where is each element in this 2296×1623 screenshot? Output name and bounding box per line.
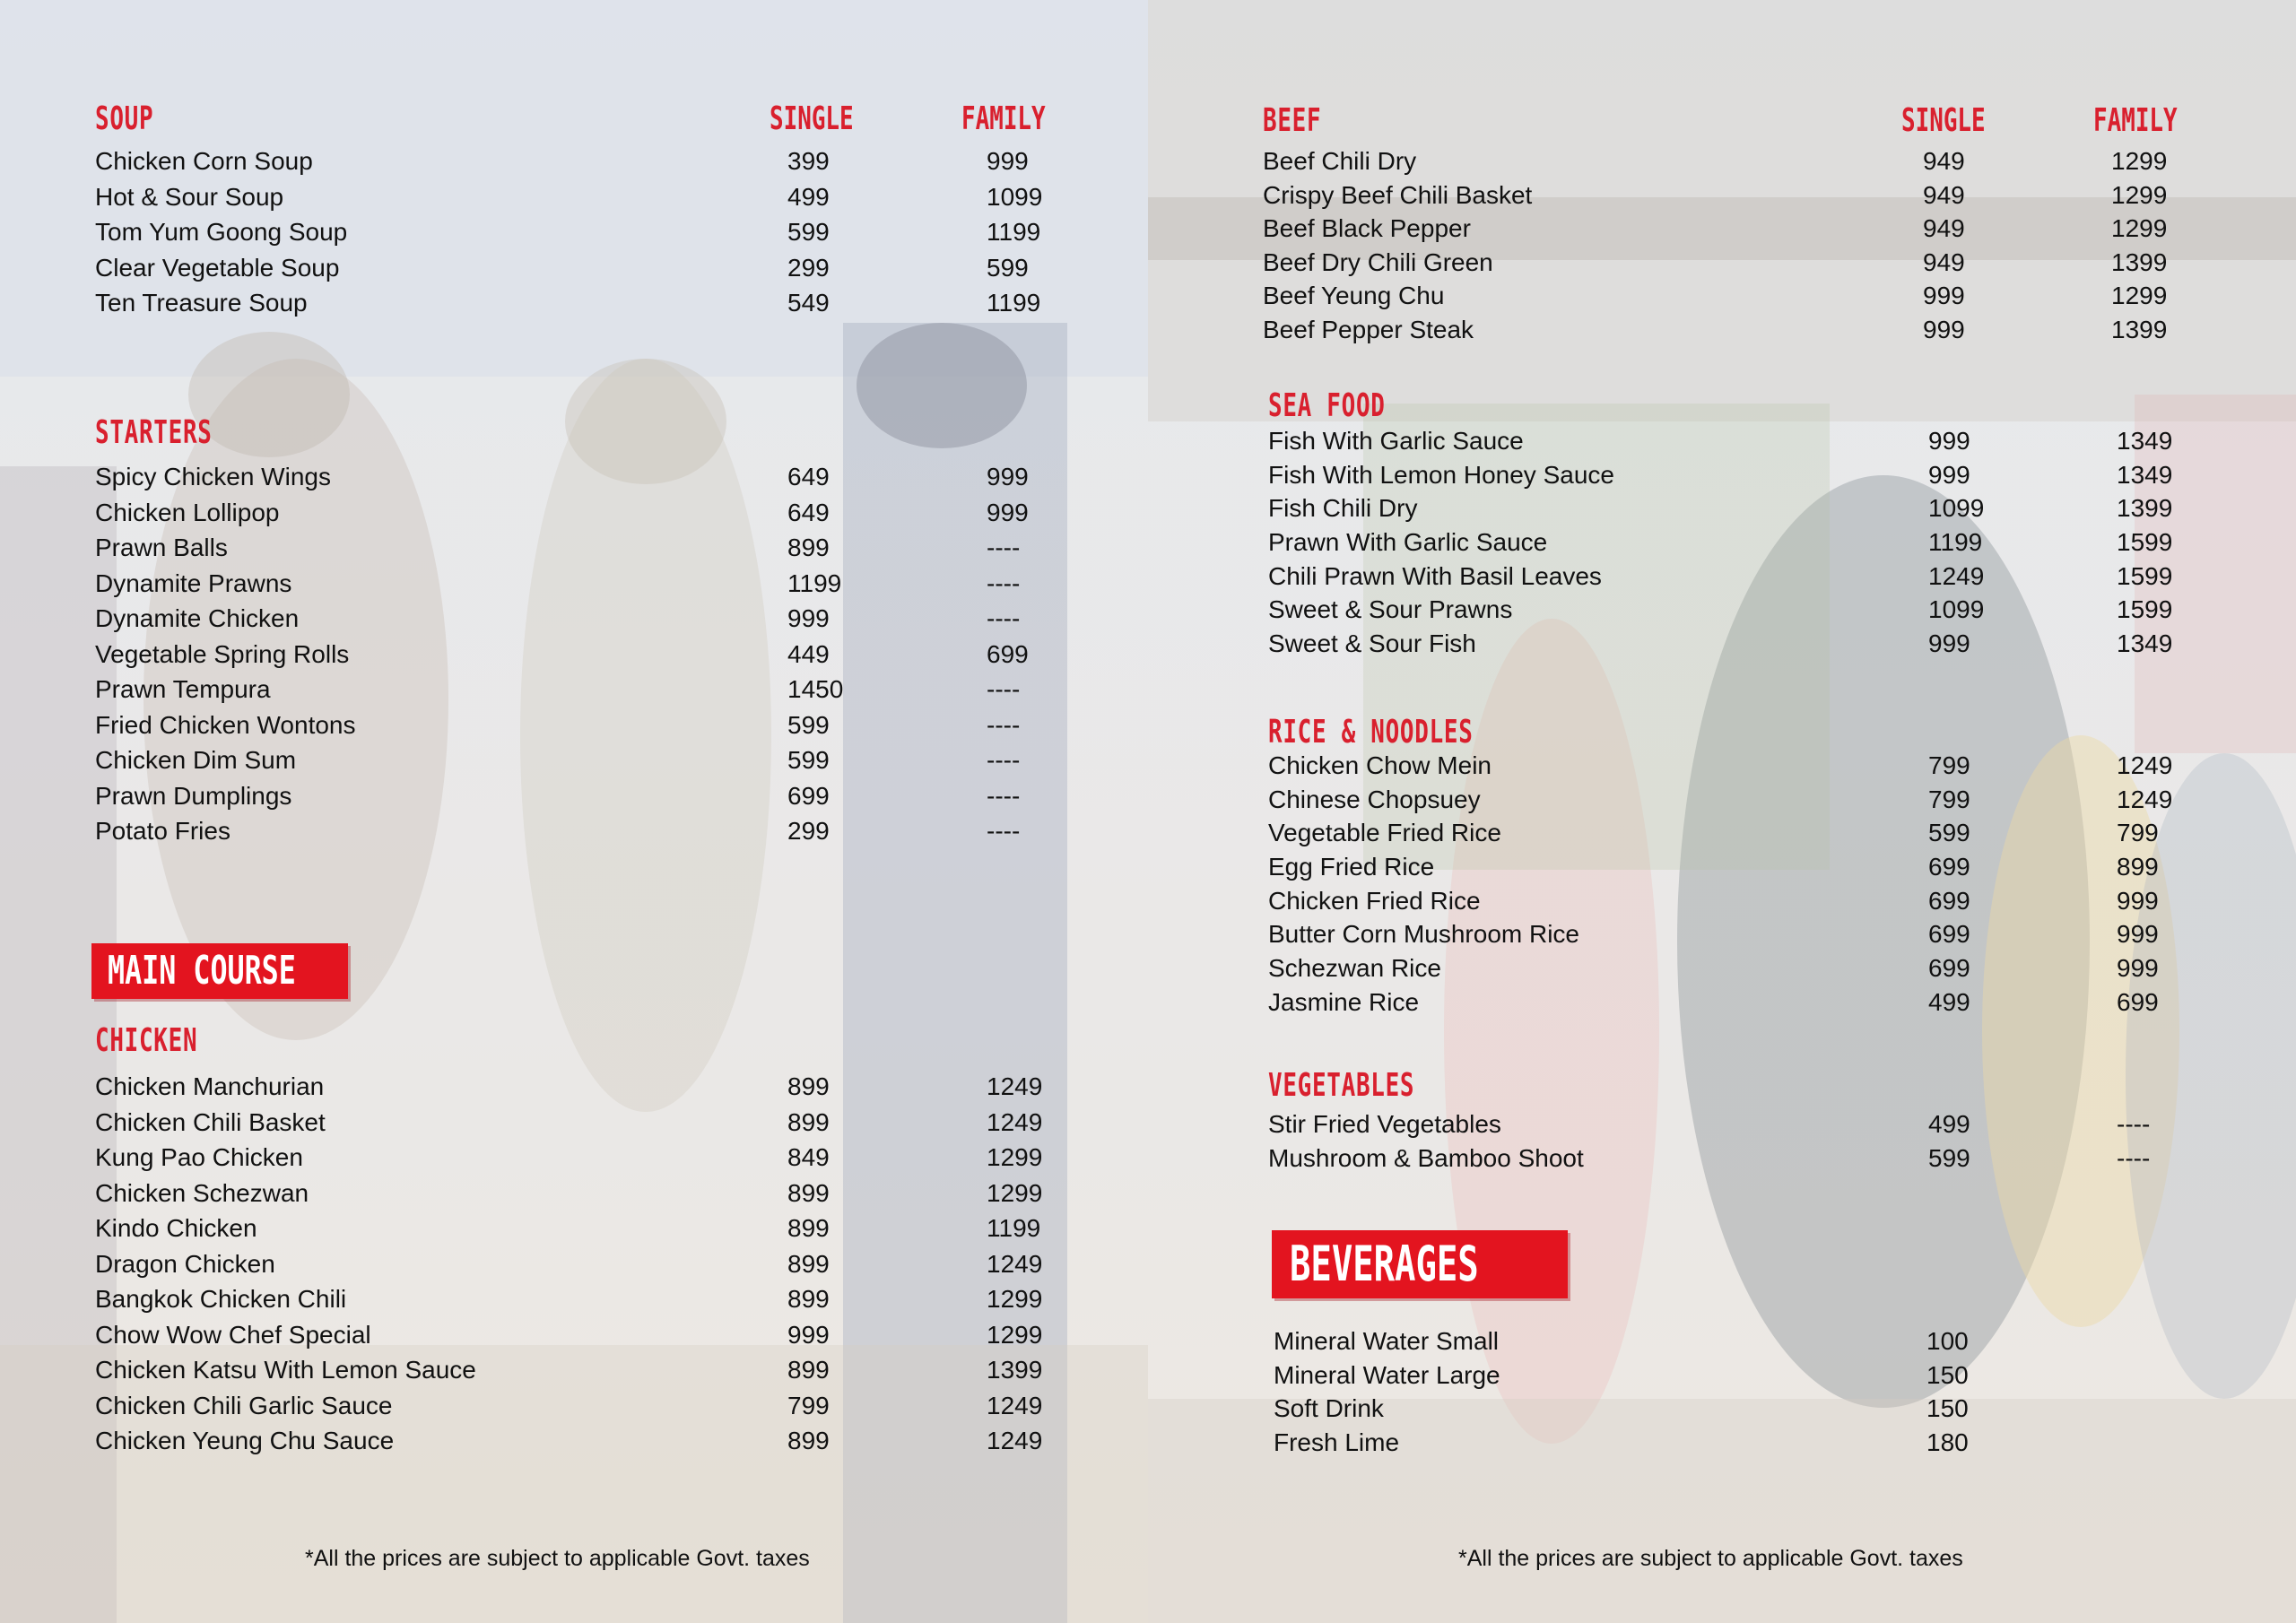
menu-item-name: Dynamite Prawns [95,568,292,597]
family-column-label: FAMILY [961,100,1046,137]
family-price: 1249 [987,1072,1043,1100]
single-price: 1099 [1928,494,1985,523]
menu-item-name: Chicken Fried Rice [1268,886,1481,915]
single-price: 999 [1928,460,1970,489]
single-price: 399 [787,147,830,175]
family-price: 1599 [2117,595,2173,624]
single-price: 599 [787,218,830,246]
family-price: 699 [987,639,1029,668]
single-price: 899 [787,1214,830,1242]
single-price: 899 [787,534,830,561]
single-price: 949 [1923,214,1965,243]
single-price: 899 [787,1356,830,1384]
family-price: 1199 [987,289,1041,317]
menu-item-name: Beef Black Pepper [1263,214,1471,243]
menu-item-name: Chicken Schezwan [95,1178,309,1207]
family-price: 1249 [987,1107,1043,1136]
menu-item-name: Potato Fries [95,817,230,845]
right-page [1148,0,2296,1623]
single-price: 999 [787,1320,830,1349]
menu-item-name: Chili Prawn With Basil Leaves [1268,561,1602,590]
single-price: 699 [1928,853,1970,881]
menu-item-name: Fish Chili Dry [1268,494,1418,523]
single-price: 949 [1923,180,1965,209]
family-price: ---- [987,534,1021,561]
menu-item-name: Crispy Beef Chili Basket [1263,180,1533,209]
menu-item-name: Beef Chili Dry [1263,147,1417,175]
family-price: 1399 [987,1356,1043,1384]
tax-note-right: *All the prices are subject to applicable Govt. taxes [1458,1546,1963,1571]
menu-item-name: Egg Fried Rice [1268,853,1435,881]
family-price: ---- [2117,1143,2151,1172]
menu-item-name: Chicken Dim Sum [95,746,297,774]
family-price: 1099 [987,182,1043,211]
single-price: 599 [787,746,830,774]
menu-item-name: Vegetable Fried Rice [1268,819,1501,847]
menu-item-name: Prawn Tempura [95,675,271,703]
single-price: 1249 [1928,561,1985,590]
menu-item-name: Chicken Lollipop [95,498,280,526]
single-price: 299 [787,817,830,845]
main-course-label: MAIN COURSE [108,948,296,994]
single-price: 499 [1928,1110,1970,1138]
single-price: 150 [1926,1394,1969,1423]
menu-item-name: Mineral Water Small [1274,1327,1500,1355]
single-price: 699 [1928,920,1970,949]
single-price: 799 [1928,785,1970,813]
single-price: 949 [1923,247,1965,276]
menu-item-name: Chicken Manchurian [95,1072,325,1100]
family-price: 1299 [2111,214,2168,243]
single-price: 899 [787,1249,830,1278]
single-price: 899 [787,1427,830,1454]
single-price: 1199 [1928,528,1983,557]
family-price: 1199 [987,218,1041,246]
menu-item-name: Chicken Corn Soup [95,147,313,175]
rice-noodles-title: RICE & NOODLES [1268,714,1474,751]
single-price: 999 [1928,427,1970,455]
family-price: 999 [987,498,1029,526]
family-price: ---- [987,568,1021,597]
family-price: 1399 [2111,247,2168,276]
family-price: 1299 [2111,180,2168,209]
menu-item-name: Mineral Water Large [1274,1360,1500,1389]
single-price: 599 [787,710,830,739]
family-price: 1299 [2111,282,2168,310]
family-price: ---- [987,781,1021,810]
single-price: 999 [787,604,830,632]
menu-item-name: Chicken Katsu With Lemon Sauce [95,1356,476,1384]
menu-item-name: Vegetable Spring Rolls [95,639,350,668]
single-price: 949 [1923,147,1965,175]
menu-item-name: Schezwan Rice [1268,954,1441,983]
main-course-banner [91,943,348,999]
vegetables-title: VEGETABLES [1268,1067,1415,1104]
family-price: 1249 [987,1391,1043,1419]
family-price: ---- [2117,1110,2151,1138]
menu-item-name: Bangkok Chicken Chili [95,1285,347,1313]
menu-item-name: Dynamite Chicken [95,604,300,632]
beverages-label: BEVERAGES [1290,1236,1479,1292]
menu-item-name: Fish With Lemon Honey Sauce [1268,460,1614,489]
single-price: 699 [1928,954,1970,983]
single-price: 499 [1928,987,1970,1016]
single-price: 549 [787,289,830,317]
family-price: 699 [2117,987,2159,1016]
menu-item-name: Prawn Dumplings [95,781,292,810]
single-price: 449 [787,639,830,668]
single-price: 699 [1928,886,1970,915]
family-price: 1249 [2117,751,2173,779]
menu-item-name: Dragon Chicken [95,1249,275,1278]
family-price: 1299 [987,1320,1043,1349]
menu-item-name: Chow Wow Chef Special [95,1320,371,1349]
single-price: 649 [787,498,830,526]
menu-item-name: Beef Pepper Steak [1263,315,1474,343]
family-price: ---- [987,604,1021,632]
menu-item-name: Tom Yum Goong Soup [95,218,348,246]
tax-note: *All the prices are subject to applicable Govt. taxes [305,1546,810,1571]
family-price: 1249 [2117,785,2173,813]
single-price: 999 [1928,629,1970,658]
single-column-label-right: SINGLE [1901,102,1986,139]
single-price: 799 [787,1391,830,1419]
single-price: 1199 [787,568,842,597]
menu-item-name: Sweet & Sour Fish [1268,629,1476,658]
family-price: 1599 [2117,561,2173,590]
family-price: 1349 [2117,629,2173,658]
family-price: 1299 [987,1178,1043,1207]
menu-item-name: Hot & Sour Soup [95,182,284,211]
single-price: 1450 [787,675,844,703]
single-column-label: SINGLE [770,100,854,137]
family-price: ---- [987,746,1021,774]
menu-item-name: Chinese Chopsuey [1268,785,1481,813]
menu-item-name: Butter Corn Mushroom Rice [1268,920,1580,949]
single-price: 899 [787,1072,830,1100]
single-price: 999 [1923,282,1965,310]
menu-item-name: Fried Chicken Wontons [95,710,356,739]
menu-item-name: Fresh Lime [1274,1428,1400,1457]
single-price: 899 [787,1285,830,1313]
family-price: 599 [987,253,1029,282]
family-price: 999 [2117,886,2159,915]
menu-item-name: Sweet & Sour Prawns [1268,595,1513,624]
menu-item-name: Beef Yeung Chu [1263,282,1445,310]
family-price: 1399 [2117,494,2173,523]
single-price: 699 [787,781,830,810]
menu-item-name: Kung Pao Chicken [95,1143,303,1171]
family-price: 999 [987,463,1029,490]
menu-item-name: Kindo Chicken [95,1214,257,1242]
menu-item-name: Prawn With Garlic Sauce [1268,528,1548,557]
seafood-title: SEA FOOD [1268,387,1386,424]
menu-item-name: Ten Treasure Soup [95,289,308,317]
family-price: 1199 [987,1214,1041,1242]
family-price: 799 [2117,819,2159,847]
single-price: 999 [1923,315,1965,343]
family-price: ---- [987,817,1021,845]
beef-title: BEEF [1263,102,1322,139]
menu-item-name: Chicken Chili Garlic Sauce [95,1391,393,1419]
menu-item-name: Jasmine Rice [1268,987,1420,1016]
menu-item-name: Mushroom & Bamboo Shoot [1268,1143,1584,1172]
family-price: 999 [2117,954,2159,983]
menu-item-name: Prawn Balls [95,534,228,561]
soup-title: SOUP [95,100,154,137]
single-price: 899 [787,1178,830,1207]
family-price: 1299 [2111,147,2168,175]
family-column-label-right: FAMILY [2093,102,2178,139]
family-price: 1399 [2111,315,2168,343]
single-price: 799 [1928,751,1970,779]
family-price: 1249 [987,1249,1043,1278]
single-price: 100 [1926,1327,1969,1355]
single-price: 499 [787,182,830,211]
menu-item-name: Clear Vegetable Soup [95,253,340,282]
menu-item-name: Fish With Garlic Sauce [1268,427,1524,455]
family-price: 1249 [987,1427,1043,1454]
single-price: 599 [1928,819,1970,847]
family-price: ---- [987,710,1021,739]
menu-item-name: Beef Dry Chili Green [1263,247,1493,276]
single-price: 180 [1926,1428,1969,1457]
menu-item-name: Chicken Chili Basket [95,1107,326,1136]
single-price: 1099 [1928,595,1985,624]
family-price: 999 [987,147,1029,175]
single-price: 849 [787,1143,830,1171]
single-price: 899 [787,1107,830,1136]
family-price: 1349 [2117,427,2173,455]
single-price: 299 [787,253,830,282]
family-price: 1299 [987,1285,1043,1313]
family-price: 1299 [987,1143,1043,1171]
menu-item-name: Spicy Chicken Wings [95,463,331,490]
chicken-title: CHICKEN [95,1022,198,1059]
single-price: 649 [787,463,830,490]
family-price: 1599 [2117,528,2173,557]
menu-item-name: Chicken Yeung Chu Sauce [95,1427,395,1454]
menu-item-name: Stir Fried Vegetables [1268,1110,1501,1138]
family-price: 899 [2117,853,2159,881]
beverages-banner [1272,1230,1568,1298]
family-price: 999 [2117,920,2159,949]
single-price: 150 [1926,1360,1969,1389]
menu-item-name: Chicken Chow Mein [1268,751,1492,779]
family-price: ---- [987,675,1021,703]
menu-item-name: Soft Drink [1274,1394,1384,1423]
starters-title: STARTERS [95,414,213,451]
single-price: 599 [1928,1143,1970,1172]
family-price: 1349 [2117,460,2173,489]
